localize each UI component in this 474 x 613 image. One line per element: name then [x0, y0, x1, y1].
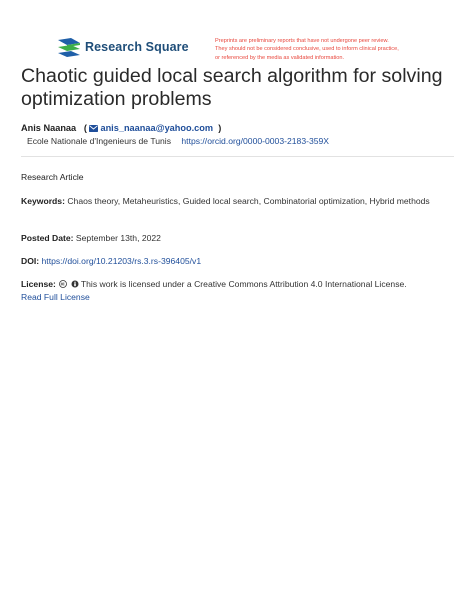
posted-date-field [21, 232, 161, 245]
logo-text: Research Square [85, 40, 189, 54]
paren-open: ( [78, 123, 87, 133]
posted-date-value: September 13th, 2022 [75, 233, 161, 243]
author-line [21, 122, 221, 134]
creative-commons-icon [59, 280, 67, 288]
license-field [21, 278, 451, 303]
author-affiliation: Ecole Nationale d'Ingenieurs de Tunis [27, 136, 172, 146]
license-label: License: [21, 279, 56, 289]
envelope-icon [89, 125, 98, 132]
article-type: Research Article [21, 172, 84, 182]
preprint-disclaimer [215, 37, 455, 62]
keywords-value: Chaos theory, Metaheuristics, Guided local search, Combinatorial optimization, Hybrid methods [67, 196, 430, 206]
keywords-field [21, 195, 441, 208]
attribution-icon [71, 280, 79, 288]
disclaimer-line: Preprints are preliminary reports that have not undergone peer review. [215, 38, 389, 44]
title-line: optimization problems [21, 87, 212, 110]
research-square-logo-icon [57, 37, 81, 57]
preprint-header [0, 0, 474, 64]
read-full-license-link[interactable]: Read Full License [21, 291, 90, 302]
posted-date-label: Posted Date: [21, 233, 74, 243]
disclaimer-line: or referenced by the media as validated information. [215, 54, 345, 61]
disclaimer-line: They should not be considered conclusive, used to inform clinical practice, [215, 46, 399, 53]
divider [21, 156, 454, 157]
doi-field [21, 255, 201, 268]
paren-close: ) [215, 123, 222, 133]
keywords-label: Keywords: [21, 196, 65, 206]
orcid-link[interactable]: https://orcid.org/0000-0003-2183-359X [181, 136, 330, 146]
license-text: This work is licensed under a Creative Commons Attribution 4.0 International License. [80, 279, 407, 289]
doi-label: DOI: [21, 256, 40, 266]
paper-title [21, 65, 461, 110]
affiliation-line [27, 136, 329, 147]
doi-link[interactable]: https://doi.org/10.21203/rs.3.rs-396405/v1 [41, 256, 202, 266]
author-email-link[interactable]: anis_naanaa@yahoo.com [100, 123, 214, 133]
research-square-logo[interactable] [57, 37, 189, 57]
author-name: Anis Naanaa [21, 123, 77, 133]
title-line: Chaotic guided local search algorithm for solving [21, 65, 443, 87]
